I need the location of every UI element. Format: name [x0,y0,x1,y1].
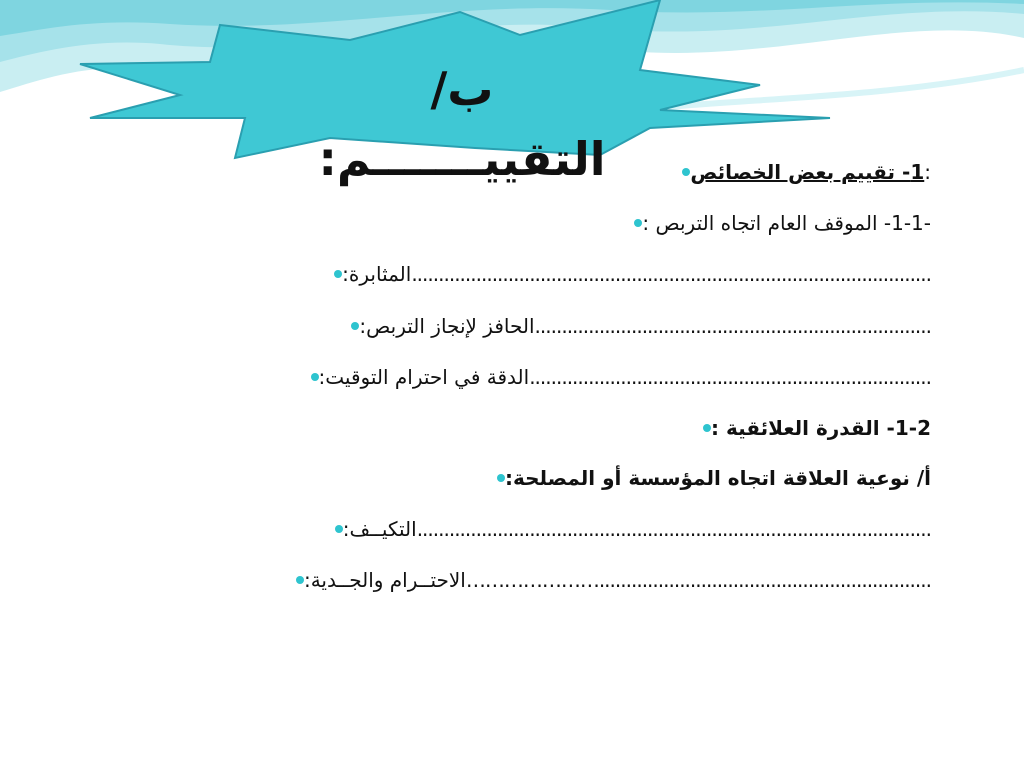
item-text: -1-1- الموقف العام اتجاه التربص : [642,211,931,235]
list-item [292,560,931,600]
slide-title: ب/ التقييـــــــم: [318,62,606,186]
item-text: أ/ نوعية العلاقة اتجاه المؤسسة أو المصلحة: [504,466,931,490]
list-item [493,458,931,498]
item-text: التكيــف: [342,517,417,541]
fill-in-dots: .......................................................................... [534,314,931,338]
item-suffix: : [924,160,931,184]
item-text: 1-2- القدرة العلائقية : [711,416,931,440]
bullet-icon [296,576,304,584]
item-text: الدقة في احترام التوقيت: [318,365,530,389]
bullet-icon [682,168,690,176]
bullet-icon [311,373,319,381]
list-item [678,152,931,192]
bullet-icon [634,219,642,227]
item-text: 1- تقييم بعض الخصائص [690,160,925,184]
bullet-icon [335,525,343,533]
fill-in-dots: ........................................................................... [529,365,931,389]
list-item [347,306,931,346]
list-item [307,357,931,397]
list-item [330,254,931,294]
bullet-icon [351,322,359,330]
item-text: المثابرة: [342,262,412,286]
list-item [699,408,931,448]
list-item [331,509,931,549]
list-item [630,203,931,243]
bullet-icon [703,424,711,432]
fill-in-dots: ................................................................................................. [411,262,931,286]
fill-in-dots: ................................................................................................ [416,517,931,541]
item-text: الحافز لإنجاز التربص: [359,314,535,338]
fill-in-dots: ………………….............................................................. [465,568,931,592]
item-text: الاحتــرام والجــدية: [303,568,466,592]
bullet-icon [497,474,505,482]
bullet-icon [334,270,342,278]
